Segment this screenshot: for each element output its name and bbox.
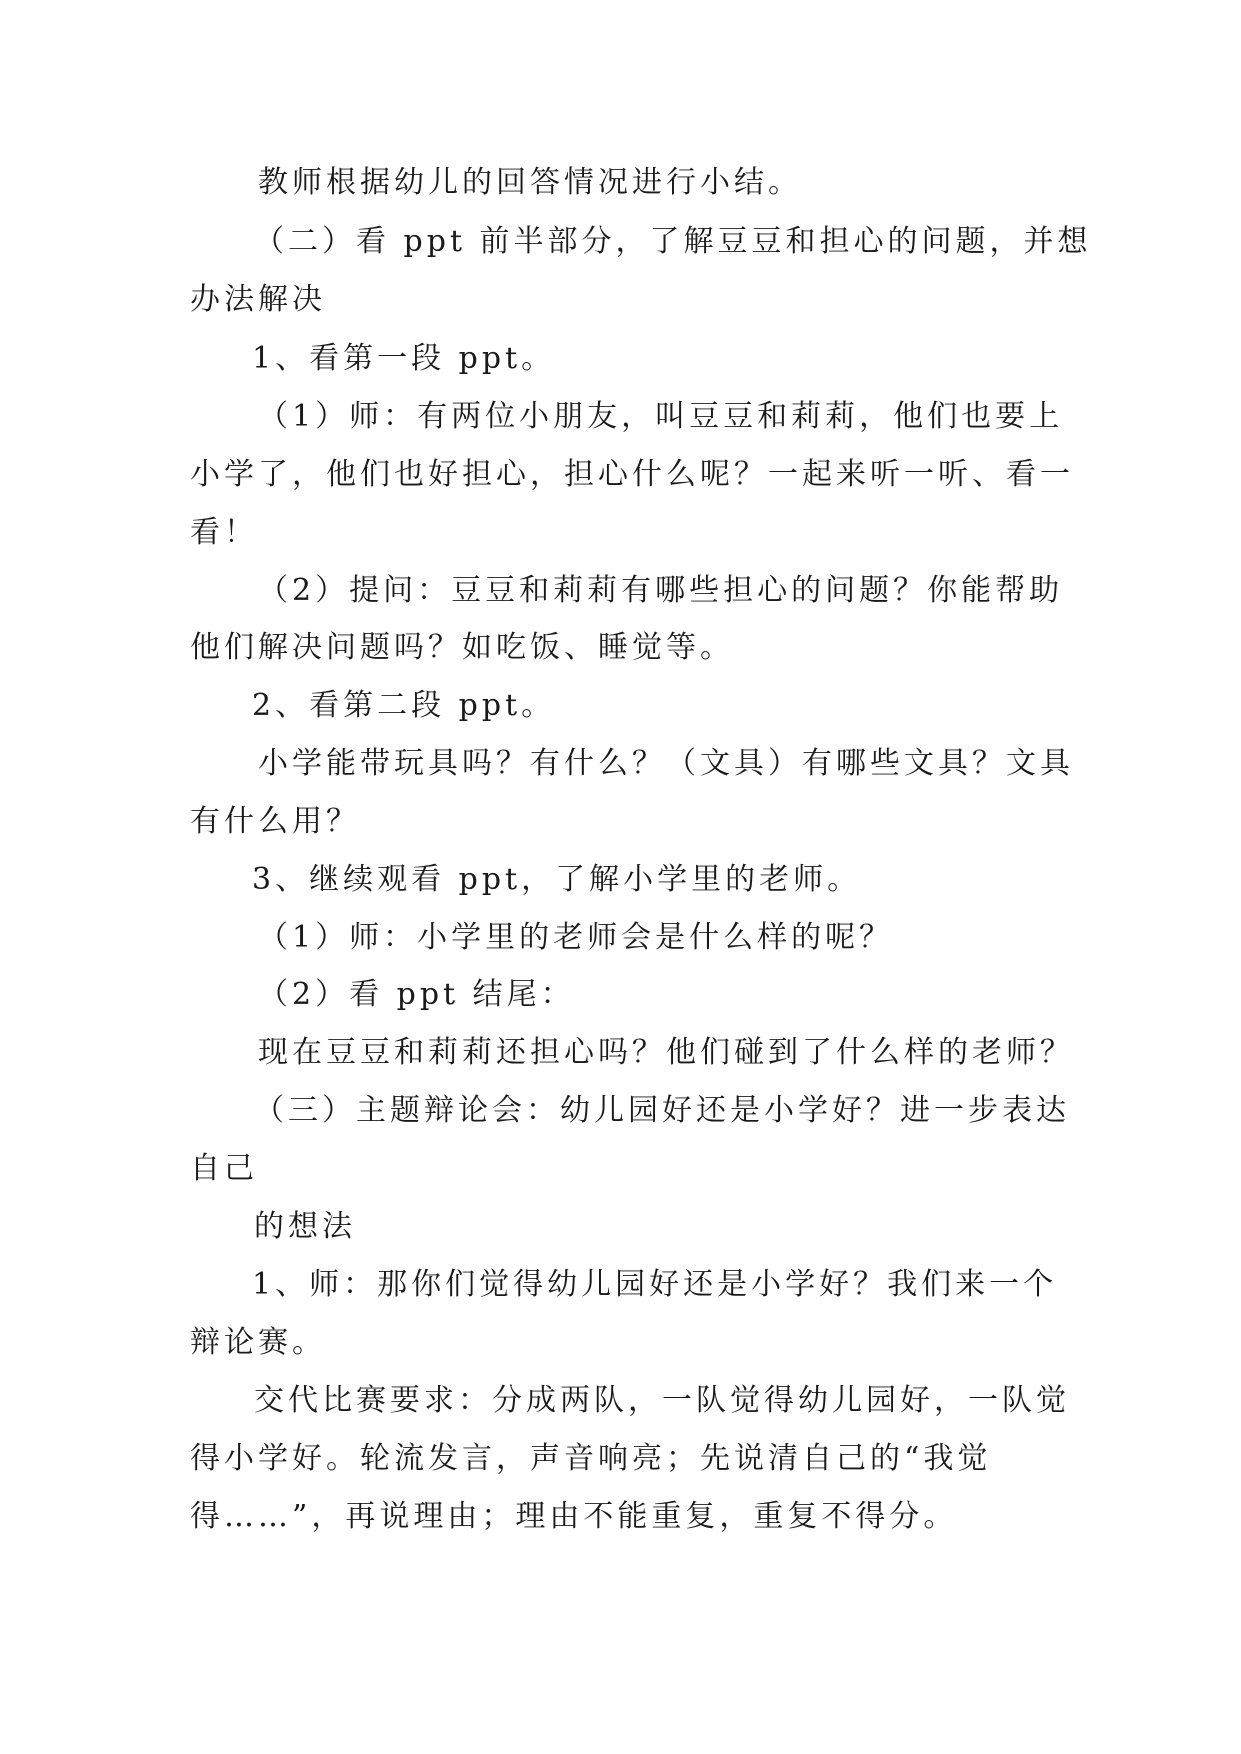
step-2-heading: 2、看第二段 ppt。 xyxy=(252,688,556,723)
section-two-heading-cont: 办法解决 xyxy=(190,282,326,317)
step-2-question: 小学能带玩具吗？有什么？（文具）有哪些文具？文具 xyxy=(258,746,1074,781)
step-1-item-1: （1）师：有两位小朋友，叫豆豆和莉莉，他们也要上 xyxy=(258,399,1064,434)
step-1-heading: 1、看第一段 ppt。 xyxy=(252,341,556,376)
debate-step-1-cont: 辩论赛。 xyxy=(190,1325,326,1360)
debate-rules: 交代比赛要求：分成两队，一队觉得幼儿园好，一队觉 xyxy=(254,1383,1070,1418)
step-1-item-1-cont-b: 看！ xyxy=(190,515,258,550)
debate-step-1: 1、师：那你们觉得幼儿园好还是小学好？我们来一个 xyxy=(252,1267,1058,1302)
step-1-item-2-cont: 他们解决问题吗？如吃饭、睡觉等。 xyxy=(190,630,734,665)
debate-rules-cont-b: 得……”，再说理由；理由不能重复，重复不得分。 xyxy=(190,1499,958,1534)
debate-rules-cont-a: 得小学好。轮流发言，声音响亮；先说清自己的“我觉 xyxy=(190,1441,992,1476)
section-two-heading: （二）看 ppt 前半部分，了解豆豆和担心的问题，并想 xyxy=(254,224,1092,259)
step-3-item-2: （2）看 ppt 结尾： xyxy=(258,977,575,1012)
step-3-item-2-question: 现在豆豆和莉莉还担心吗？他们碰到了什么样的老师？ xyxy=(258,1035,1074,1070)
step-2-question-cont: 有什么用？ xyxy=(190,804,360,839)
paragraph-summary: 教师根据幼儿的回答情况进行小结。 xyxy=(258,165,802,200)
section-three-heading-cont-b: 的想法 xyxy=(254,1209,356,1244)
step-1-item-1-cont-a: 小学了，他们也好担心，担心什么呢？一起来听一听、看一 xyxy=(190,457,1074,492)
step-3-item-1: （1）师：小学里的老师会是什么样的呢？ xyxy=(258,920,894,955)
step-3-heading: 3、继续观看 ppt，了解小学里的老师。 xyxy=(252,862,862,897)
section-three-heading: （三）主题辩论会：幼儿园好还是小学好？进一步表达 xyxy=(254,1093,1070,1128)
step-1-item-2: （2）提问：豆豆和莉莉有哪些担心的问题？你能帮助 xyxy=(258,573,1064,608)
section-three-heading-cont-a: 自己 xyxy=(190,1151,258,1186)
